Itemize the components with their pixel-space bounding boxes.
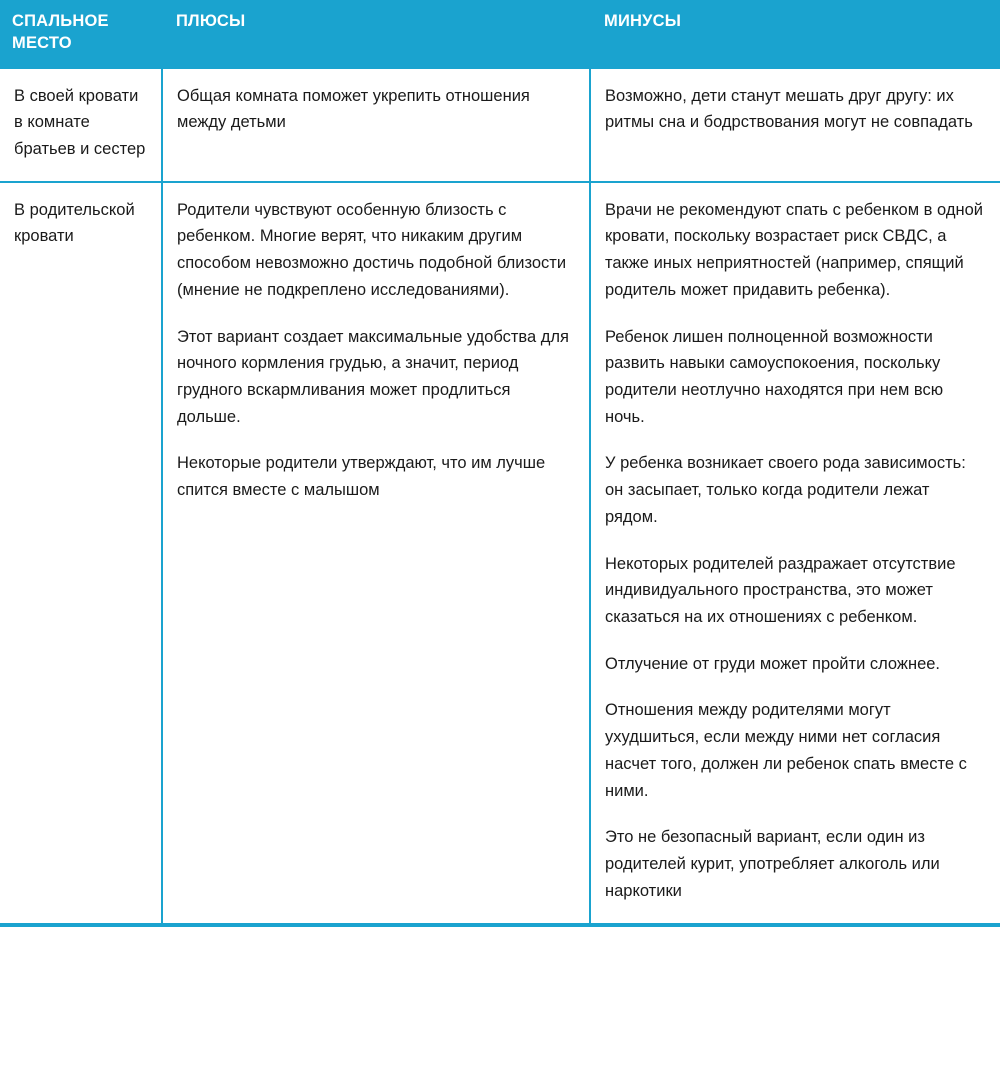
column-header-pros: ПЛЮСЫ	[162, 0, 590, 69]
cell-pros	[162, 182, 590, 923]
cell-cons	[590, 182, 1000, 923]
table-header	[0, 0, 1000, 69]
cons-paragraph: Возможно, дети станут мешать друг другу: их ритмы сна и бодрствования могут не совпадать	[605, 86, 973, 132]
cons-paragraph: Врачи не рекомендуют спать с ребенком в одной кровати, поскольку возрастает риск СВДС, а также иных неприятностей (например, спящий родитель может придавить ребенка).	[605, 200, 983, 299]
table-body	[0, 69, 1000, 923]
pros-paragraph: Общая комната поможет укрепить отношения между детьми	[177, 86, 530, 132]
column-header-place: СПАЛЬНОЕ МЕСТО	[0, 0, 162, 69]
table-header-row	[0, 0, 1000, 69]
cons-paragraph: Отлучение от груди может пройти сложнее.	[605, 654, 941, 673]
table-bottom-rule	[0, 923, 1000, 927]
cons-paragraph: У ребенка возникает своего рода зависимость: он засыпает, только когда родители лежат рядом.	[605, 454, 966, 526]
pros-paragraph: Некоторые родители утверждают, что им лучше спится вместе с малышом	[177, 454, 546, 500]
cell-cons	[590, 69, 1000, 182]
pros-paragraph: Родители чувствуют особенную близость с ребенком. Многие верят, что никаким другим способом невозможно достичь подобной близости (мнение не подкреплено исследованиями).	[177, 200, 567, 299]
pros-paragraph: Этот вариант создает максимальные удобства для ночного кормления грудью, а значит, период грудного вскармливания может продлиться дольше.	[177, 327, 569, 426]
cell-place: В родительской кровати	[0, 182, 162, 923]
cell-pros	[162, 69, 590, 182]
cons-paragraph: Ребенок лишен полноценной возможности развить навыки самоуспокоения, поскольку родители неотлучно находятся при нем всю ночь.	[605, 327, 944, 426]
table-row	[0, 69, 1000, 182]
cons-paragraph: Некоторых родителей раздражает отсутствие индивидуального пространства, это может сказаться на их отношениях с ребенком.	[605, 554, 956, 627]
cons-paragraph: Это не безопасный вариант, если один из родителей курит, употребляет алкоголь или наркотики	[605, 828, 940, 900]
column-header-cons: МИНУСЫ	[590, 0, 1000, 69]
cell-place: В своей кровати в комнате братьев и сестер	[0, 69, 162, 182]
cons-paragraph: Отношения между родителями могут ухудшиться, если между ними нет согласия насчет того, должен ли ребенок спать вместе с ними.	[605, 701, 967, 800]
table-row	[0, 182, 1000, 923]
